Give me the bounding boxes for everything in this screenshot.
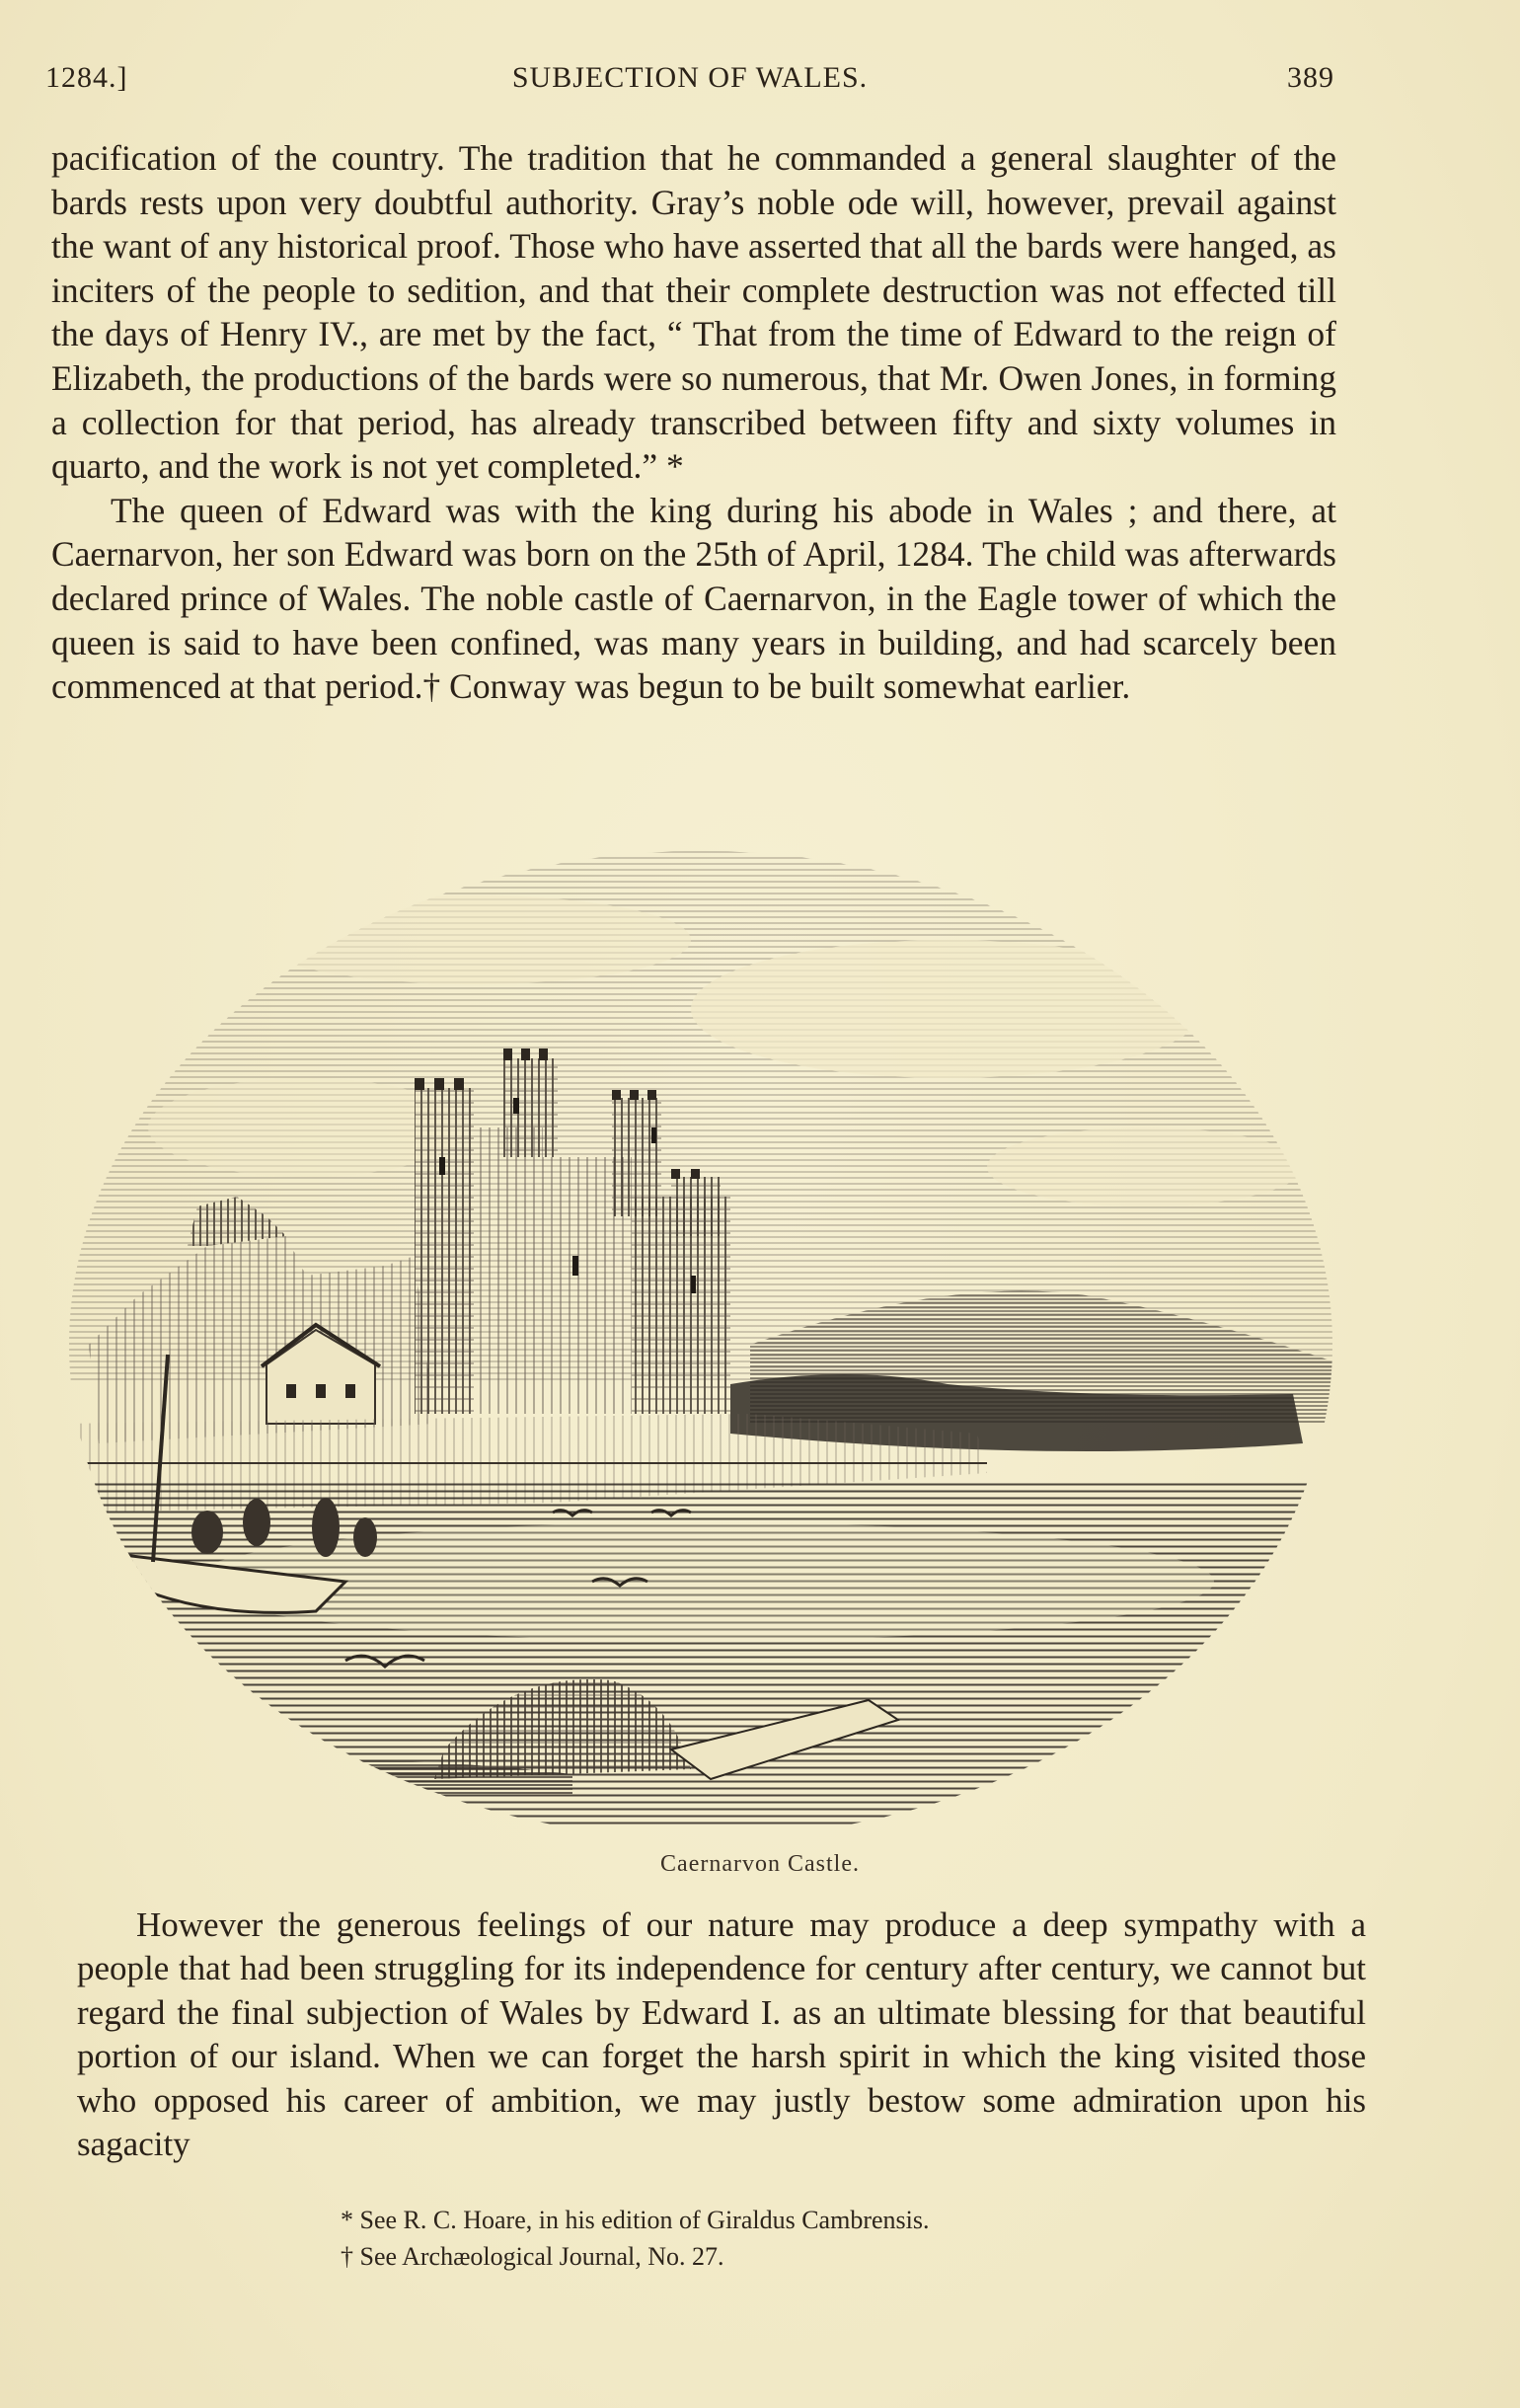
- paragraph: However the generous feelings of our nature may produce a deep sympathy with a people that had been struggling for its independence for century after century, we cannot but regard the final subjection of Wales by Edward I. as an ultimate blessing for that beautiful portion of our island. When we can forget the harsh spirit in which the king visited those who opposed his career of ambition, we may justly bestow some admiration upon his sagacity: [77, 1905, 1366, 2164]
- footnote: * See R. C. Hoare, in his edition of Giraldus Cambrensis.: [341, 2206, 930, 2234]
- header-title: SUBJECTION OF WALES.: [511, 61, 869, 94]
- body-text-top: [51, 136, 1336, 709]
- header-year: 1284.]: [45, 61, 128, 94]
- footnotes: [341, 2202, 1328, 2275]
- running-header: [45, 61, 1334, 111]
- paragraph: The queen of Edward was with the king during his abode in Wales ; and there, at Caernarvon, her son Edward was born on the 25th of April, 1284. The child was afterwards declared prince of Wales. The noble castle of Caernarvon, in the Eagle tower of which the queen is said to have been confined, was many years in building, and had scarcely been commenced at that period.† Conway was begun to be built somewhat earlier.: [51, 490, 1336, 707]
- illustration-caption: Caernarvon Castle.: [660, 1851, 860, 1877]
- footnote: † See Archæological Journal, No. 27.: [341, 2242, 724, 2271]
- body-text-bottom: [77, 1903, 1366, 2166]
- page-number: 389: [1287, 61, 1334, 94]
- paragraph: pacification of the country. The tradition that he commanded a general slaughter of the bards rests upon very doubtful authority. Gray’s noble ode will, however, prevail against the want of any historical proof. Those who have asserted that all the bards were hanged, as inciters of the people to sedition, and that their complete destruction was not effected till the days of Henry IV., are met by the fact, “ That from the time of Edward to the reign of Elizabeth, the productions of the bards were so numerous, that Mr. Owen Jones, in forming a collection for that period, has already transcribed between fifty and sixty volumes in quarto, and the work is not yet completed.” *: [51, 138, 1336, 487]
- castle-engraving: [59, 831, 1342, 1826]
